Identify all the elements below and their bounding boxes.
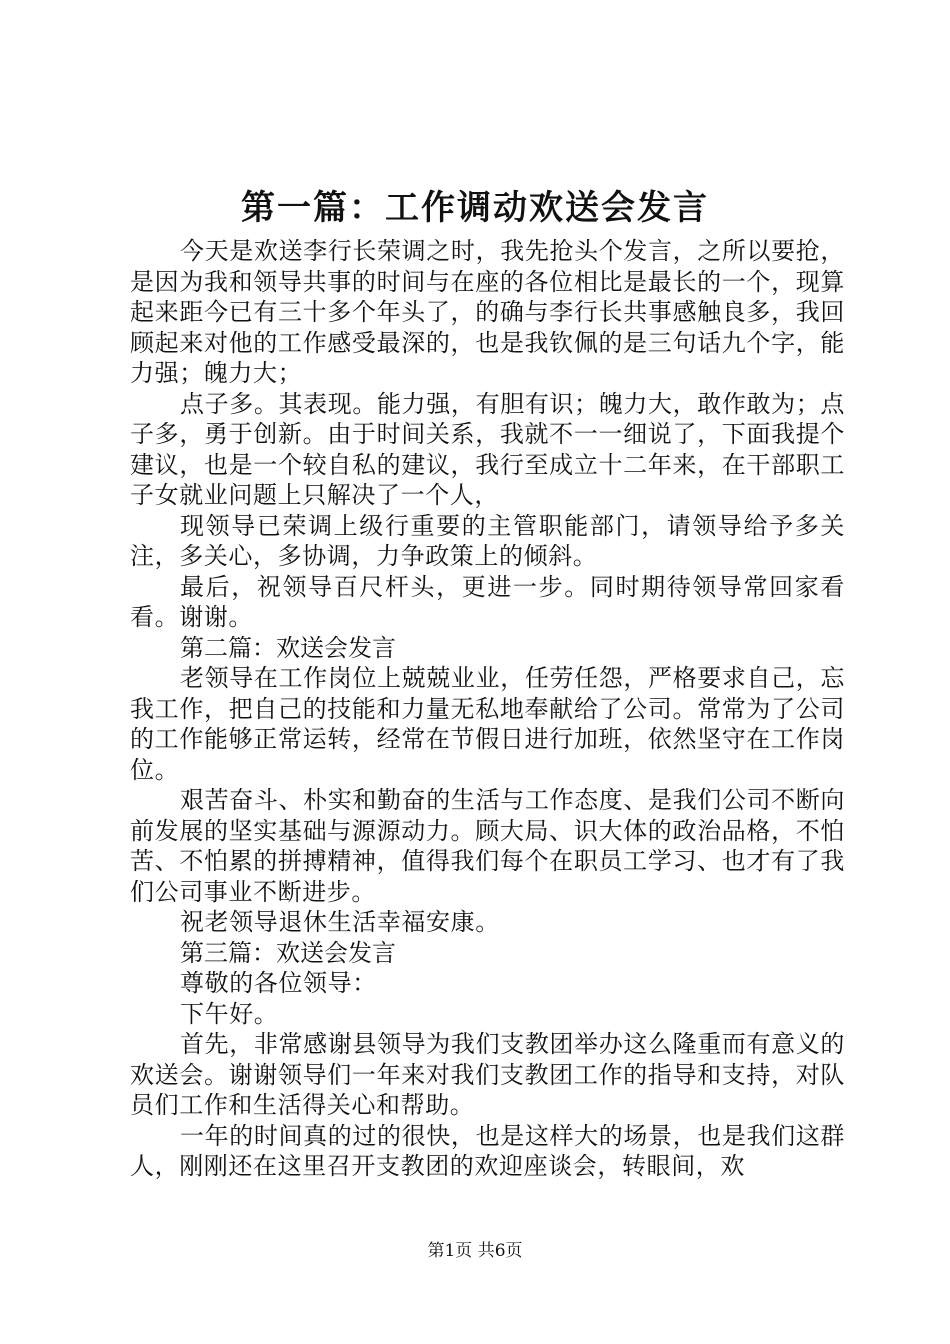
paragraph: 艰苦奋斗、朴实和勤奋的生活与工作态度、是我们公司不断向前发展的坚实基础与源源动力。顾大局、识大体的政治品格，不怕苦、不怕累的拼搏精神，值得我们每个在职员工学习、也才有了我们公司事业不断进步。 (130, 786, 845, 906)
paragraph: 点子多。其表现。能力强，有胆有识；魄力大，敢作敢为；点子多，勇于创新。由于时间关系，我就不一一细说了，下面我提个建议，也是一个较自私的建议，我行至成立十二年来，在干部职工子女就业问题上只解决了一个人， (130, 389, 845, 509)
paragraph: 祝老领导退休生活幸福安康。 (180, 908, 500, 936)
paragraph: 现领导已荣调上级行重要的主管职能部门，请领导给予多关注，多关心，多协调，力争政策上的倾斜。 (130, 511, 845, 570)
page-footer (0, 1240, 950, 1262)
greeting: 下午好。 (180, 999, 279, 1028)
document-body (130, 236, 845, 1182)
paragraph: 今天是欢送李行长荣调之时，我先抢头个发言，之所以要抢，是因为我和领导共事的时间与在座的各位相比是最长的一个，现算起来距今已有三十多个年头了，的确与李行长共事感触良多，我回顾起来对他的工作感受最深的，也是我钦佩的是三句话九个字，能力强；魄力大； (130, 237, 845, 387)
paragraph: 老领导在工作岗位上兢兢业业，任劳任怨，严格要求自己，忘我工作，把自己的技能和力量无私地奉献给了公司。常常为了公司的工作能够正常运转，经常在节假日进行加班，依然坚守在工作岗位。 (130, 664, 845, 784)
paragraph: 首先，非常感谢县领导为我们支教团举办这么隆重而有意义的欢送会。谢谢领导们一年来对我们支教团工作的指导和支持，对队员们工作和生活得关心和帮助。 (130, 1030, 845, 1119)
section-heading: 第三篇：欢送会发言 (180, 938, 396, 967)
document-title: 第一篇：工作调动欢送会发言 (241, 188, 709, 228)
paragraph: 一年的时间真的过的很快，也是这样大的场景，也是我们这群人，刚刚还在这里召开支教团的欢迎座谈会，转眼间，欢 (130, 1121, 845, 1180)
section-heading: 第二篇：欢送会发言 (180, 633, 396, 662)
salutation: 尊敬的各位领导： (180, 969, 377, 997)
paragraph: 最后，祝领导百尺杆头，更进一步。同时期待领导常回家看看。谢谢。 (130, 572, 845, 631)
page-indicator: 第1页 共6页 (427, 1241, 523, 1261)
